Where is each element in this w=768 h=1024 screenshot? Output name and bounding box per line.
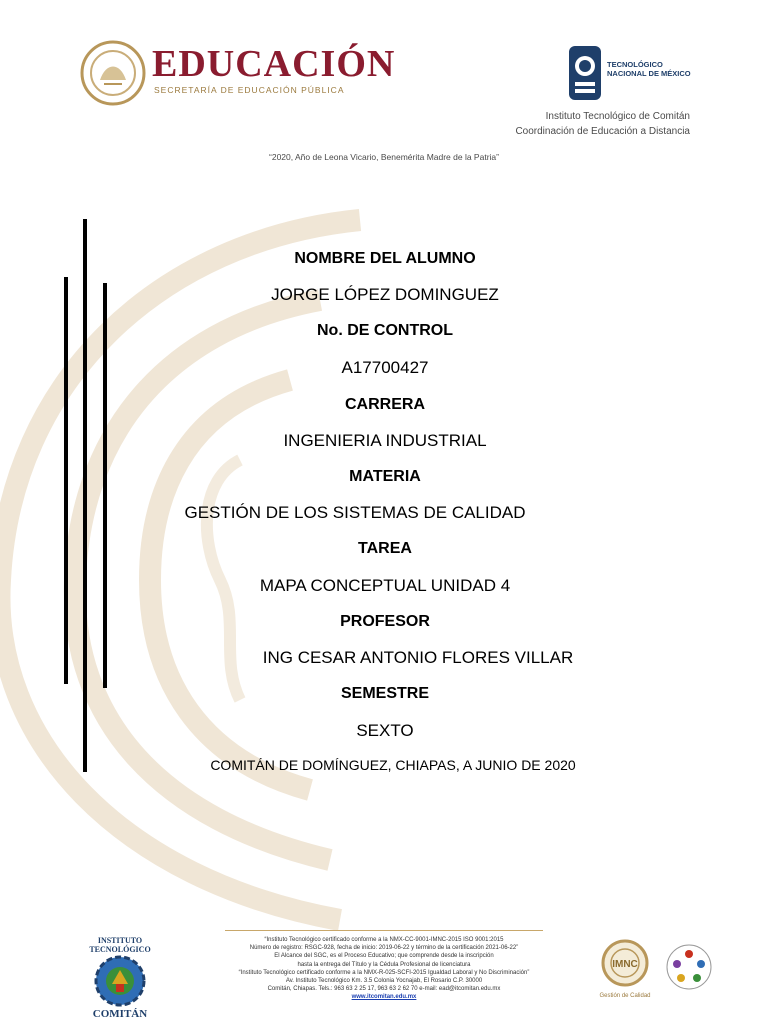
national-seal-icon <box>80 40 146 106</box>
semester-value: SEXTO <box>356 721 414 740</box>
footer-line-4: hasta la entrega del Título y la Cédula Profesional de licenciatura <box>297 961 471 968</box>
year-motto: “2020, Año de Leona Vicario, Benemérita Madre de la Patria” <box>269 152 499 162</box>
task-label: TAREA <box>358 540 412 557</box>
decorative-bar <box>103 283 107 688</box>
tecnm-logo <box>567 44 697 104</box>
institute-block <box>515 109 690 139</box>
itc-logo-mid: TECNOLÓGICO <box>89 945 151 954</box>
footer <box>0 928 768 1024</box>
decorative-bar <box>83 219 87 772</box>
equality-seal-icon <box>664 942 714 992</box>
tecnm-text <box>607 60 691 78</box>
coordination-name: Coordinación de Educación a Distancia <box>515 126 690 137</box>
footer-divider <box>225 930 543 931</box>
place-date: COMITÁN DE DOMÍNGUEZ, CHIAPAS, A JUNIO DE 2020 <box>210 757 576 773</box>
semester-label: SEMESTRE <box>340 685 429 702</box>
task-value: MAPA CONCEPTUAL UNIDAD 4 <box>259 576 511 595</box>
iso-certification-seal <box>596 938 654 1002</box>
teacher-value: ING CESAR ANTONIO FLORES VILLAR <box>262 648 574 667</box>
control-label: No. DE CONTROL <box>317 322 453 339</box>
footer-line-1: “Instituto Tecnológico certificado conforme a la NMX-CC-9001-IMNC-2015 ISO 9001:2015 <box>264 937 504 943</box>
decorative-bar <box>64 277 68 684</box>
itc-logo-top: INSTITUTO <box>97 936 143 945</box>
footer-line-7: Comitán, Chiapas. Tels.: 963 63 2 25 17, 963 63 2 62 70 e-mail: ead@itcomitan.edu.mx <box>267 986 501 993</box>
footer-line-3: El Alcance del SGC, es el Proceso Educativo; que comprende desde la inscripción <box>274 953 494 960</box>
certification-text <box>225 936 543 1002</box>
student-label: NOMBRE DEL ALUMNO <box>294 250 476 267</box>
footer-line-2: Número de registro: RSGC-928, fecha de inicio: 2019-06-22 y término de la certificación 2021-06-22” <box>249 945 519 952</box>
itc-gear-icon <box>90 954 150 1008</box>
sep-logo <box>80 40 396 106</box>
subject-label: MATERIA <box>349 468 421 485</box>
cert-label: Gestión de Calidad <box>599 993 651 999</box>
teacher-label: PROFESOR <box>340 613 430 630</box>
itc-logo <box>80 936 160 1020</box>
equality-certification-seal <box>664 942 714 1002</box>
control-value: A17700427 <box>341 358 429 377</box>
tecnm-line2: NACIONAL DE MÉXICO <box>607 69 691 78</box>
subject-value: GESTIÓN DE LOS SISTEMAS DE CALIDAD <box>184 503 526 522</box>
student-value: JORGE LÓPEZ DOMINGUEZ <box>271 285 499 304</box>
certification-badge-icon <box>596 938 654 988</box>
career-label: CARRERA <box>345 396 425 413</box>
edu-subtitle: SECRETARÍA DE EDUCACIÓN PÚBLICA <box>154 85 345 95</box>
svg-text:IMNC: IMNC <box>612 959 638 970</box>
career-value: INGENIERIA INDUSTRIAL <box>283 431 487 450</box>
tecnm-line1: TECNOLÓGICO <box>607 60 663 69</box>
footer-line-5: “Instituto Tecnológico certificado conforme a la NMX-R-025-SCFI-2015 Igualdad Laboral y No Discriminación” <box>238 969 530 976</box>
website-link[interactable]: www.itcomitan.edu.mx <box>351 994 417 1001</box>
edu-title: EDUCACIÓN <box>152 43 396 85</box>
itc-logo-bottom: COMITÁN <box>92 1008 148 1020</box>
institute-name: Instituto Tecnológico de Comitán <box>545 111 690 122</box>
footer-line-6: Av. Instituto Tecnológico Km. 3.5 Colonia Yocnajab, El Rosario C.P. 30000 <box>285 978 483 985</box>
tecnm-emblem-icon <box>567 44 603 102</box>
